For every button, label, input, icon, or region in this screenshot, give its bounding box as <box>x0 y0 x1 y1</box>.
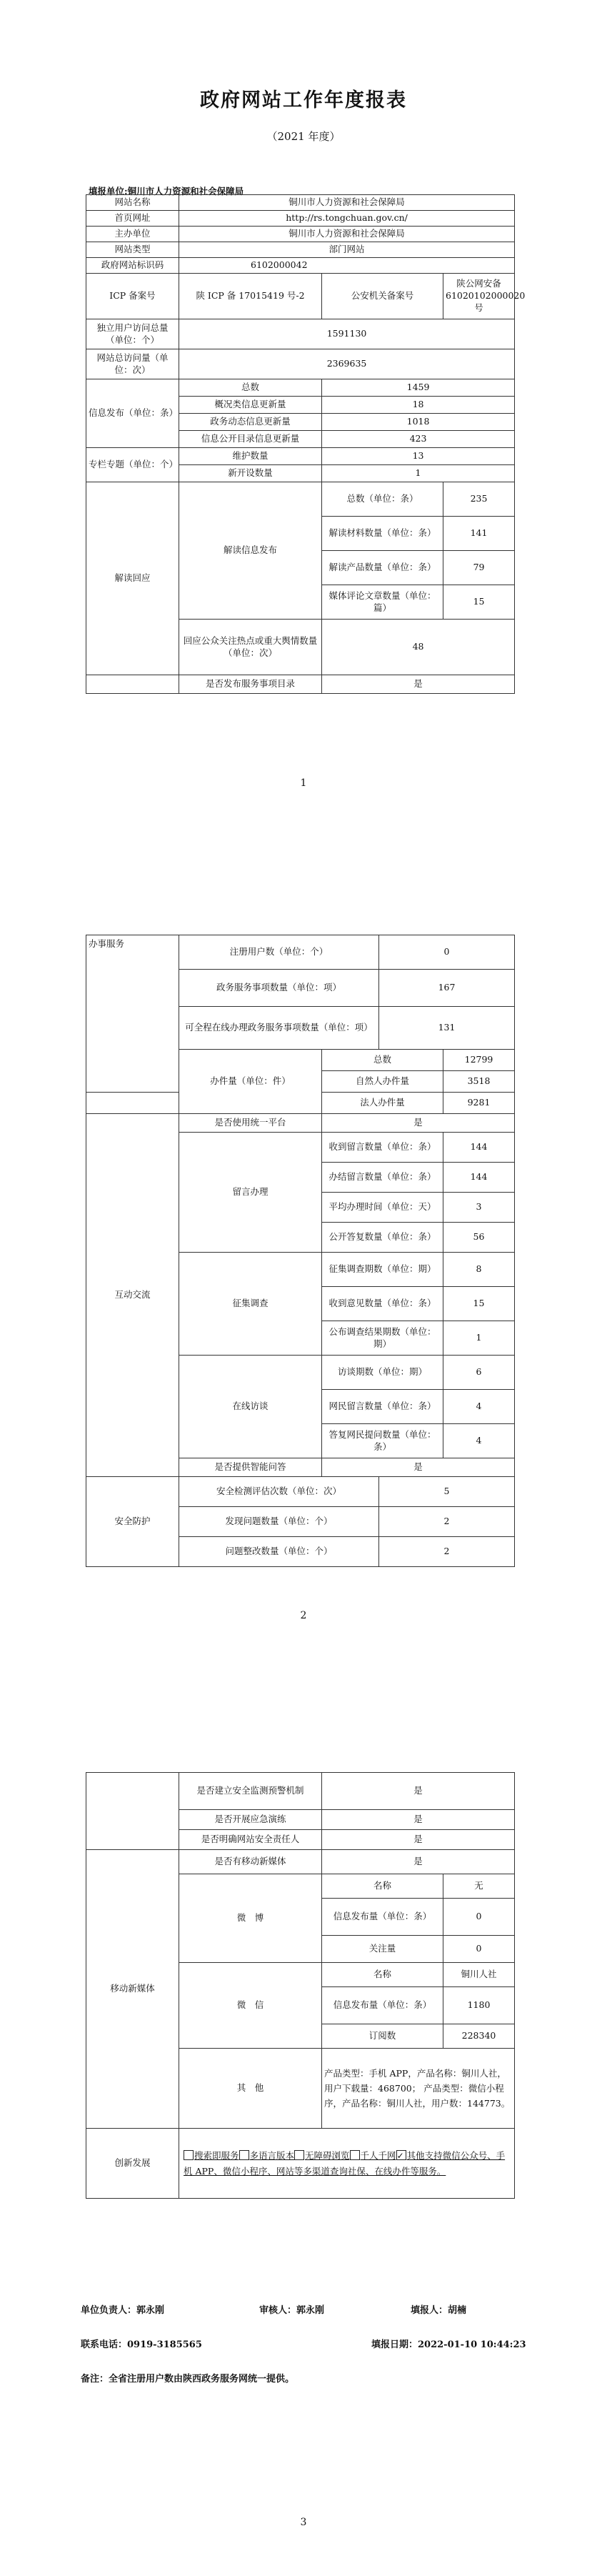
sponsor-label: 主办单位 <box>86 227 179 242</box>
wechat-row-value: 铜川人社 <box>443 1963 515 1987</box>
icp-number: 陕 ICP 备 17015419 号-2 <box>179 274 322 319</box>
security-row-label: 问题整改数量（单位：个） <box>179 1537 379 1567</box>
innovation-option: 多语言版本 <box>249 2150 295 2162</box>
security-cont-spacer <box>86 1773 179 1850</box>
talk-row-label: 访谈期数（单位：期） <box>322 1356 443 1390</box>
reg-value: 0 <box>379 935 515 970</box>
info-row-label: 政务动态信息更新量 <box>179 414 322 431</box>
topics-row-label: 新开设数量 <box>179 465 322 482</box>
reviewer: 审核人：郭永刚 <box>259 2305 325 2316</box>
report-table-page3 <box>86 1772 515 2199</box>
media-has-label: 是否有移动新媒体 <box>179 1850 322 1874</box>
visits-value: 2369635 <box>179 349 515 379</box>
info-row-value: 18 <box>322 397 515 414</box>
wechat-row-label: 名称 <box>322 1963 443 1987</box>
drill-value: 是 <box>322 1810 515 1830</box>
cases-row-value: 9281 <box>443 1093 515 1114</box>
survey-row-label: 征集调查期数（单位：期） <box>322 1253 443 1287</box>
owner-value: 是 <box>322 1830 515 1850</box>
media-has-value: 是 <box>322 1850 515 1874</box>
hot-label: 回应公众关注热点或重大舆情数量（单位：次） <box>179 620 322 675</box>
cases-row-label: 自然人办件量 <box>322 1071 443 1093</box>
visitors-value: 1591130 <box>179 319 515 349</box>
checkbox-icon[interactable] <box>184 2150 194 2160</box>
page-number: 2 <box>300 1610 307 1621</box>
survey-row-label: 收到意见数量（单位：条） <box>322 1287 443 1321</box>
wechat-label: 微 信 <box>179 1963 322 2049</box>
page-number: 3 <box>300 2517 307 2528</box>
weibo-row-label: 关注量 <box>322 1936 443 1963</box>
other-media-label: 其 他 <box>179 2049 322 2129</box>
footnote: 备注：全省注册用户数由陕西政务服务网统一提供。 <box>81 2374 295 2384</box>
info-row-label: 概况类信息更新量 <box>179 397 322 414</box>
page-title: 政府网站工作年度报表 <box>200 89 407 111</box>
icp-label: ICP 备案号 <box>86 274 179 319</box>
security-row-label: 安全检测评估次数（单位：次） <box>179 1477 379 1507</box>
msg-row-label: 平均办理时间（单位：天） <box>322 1193 443 1223</box>
weibo-row-value: 0 <box>443 1936 515 1963</box>
msg-row-value: 144 <box>443 1133 515 1163</box>
service-label: 办事服务 <box>86 935 179 1093</box>
msg-row-label: 公开答复数量（单位：条） <box>322 1223 443 1253</box>
interact-label: 互动交流 <box>86 1114 179 1477</box>
weibo-label: 微 博 <box>179 1874 322 1963</box>
wechat-row-value: 1180 <box>443 1987 515 2024</box>
page-number: 1 <box>300 777 307 789</box>
info-row-label: 总数 <box>179 379 322 397</box>
cases-row-label: 总数 <box>322 1050 443 1071</box>
guide-value: 是 <box>322 675 515 694</box>
checkbox-icon[interactable] <box>239 2150 249 2160</box>
qa-value: 是 <box>322 1458 515 1477</box>
site-name: 铜川市人力资源和社会保障局 <box>179 195 515 211</box>
homepage-link[interactable]: http://rs.tongchuan.gov.cn/ <box>179 211 515 227</box>
qa-label: 是否提供智能问答 <box>179 1458 322 1477</box>
talk-row-value: 6 <box>443 1356 515 1390</box>
cases-spacer <box>86 1093 179 1114</box>
info-row-label: 信息公开目录信息更新量 <box>179 431 322 448</box>
interp-row-value: 15 <box>443 585 515 620</box>
checkbox-icon[interactable] <box>294 2150 304 2160</box>
info-row-value: 1018 <box>322 414 515 431</box>
interp-row-label: 媒体评论文章数量（单位：篇） <box>322 585 443 620</box>
wechat-row-value: 228340 <box>443 2024 515 2049</box>
weibo-row-label: 名称 <box>322 1874 443 1899</box>
talk-row-value: 4 <box>443 1424 515 1458</box>
survey-row-label: 公布调查结果期数（单位：期） <box>322 1321 443 1356</box>
report-year: （2021 年度） <box>266 130 341 143</box>
interp-row-label: 解读材料数量（单位：条） <box>322 517 443 551</box>
fill-date: 填报日期：2022-01-10 10:44:23 <box>371 2339 526 2350</box>
interp-row-label: 总数（单位：条） <box>322 482 443 517</box>
cases-row-label: 法人办件量 <box>322 1093 443 1114</box>
police-number: 陕公网安备61020102000020 号 <box>443 274 515 319</box>
msg-row-value: 144 <box>443 1163 515 1193</box>
reg-label: 注册用户数（单位：个） <box>179 935 379 970</box>
checkbox-icon[interactable] <box>350 2150 360 2160</box>
topics-row-label: 维护数量 <box>179 448 322 465</box>
weibo-row-value: 无 <box>443 1874 515 1899</box>
wechat-row-label: 订阅数 <box>322 2024 443 2049</box>
talk-row-label: 网民留言数量（单位：条） <box>322 1390 443 1424</box>
platform-value: 是 <box>322 1114 515 1133</box>
site-name-label: 网站名称 <box>86 195 179 211</box>
interp-row-value: 141 <box>443 517 515 551</box>
security-row-value: 2 <box>379 1507 515 1537</box>
innovation-options <box>179 2129 515 2199</box>
interp-row-label: 解读产品数量（单位：条） <box>322 551 443 585</box>
drill-label: 是否开展应急演练 <box>179 1810 322 1830</box>
hot-value: 48 <box>322 620 515 675</box>
survey-label: 征集调查 <box>179 1253 322 1356</box>
online-label: 可全程在线办理政务服务事项数量（单位：项） <box>179 1007 379 1050</box>
cases-row-value: 3518 <box>443 1071 515 1093</box>
innovation-option: 其他 <box>406 2150 425 2162</box>
interp-row-value: 79 <box>443 551 515 585</box>
topics-row-value: 1 <box>322 465 515 482</box>
unit-leader: 单位负责人：郭永刚 <box>81 2305 165 2316</box>
owner-label: 是否明确网站安全责任人 <box>179 1830 322 1850</box>
weibo-row-value: 0 <box>443 1899 515 1936</box>
cases-row-value: 12799 <box>443 1050 515 1071</box>
security-label: 安全防护 <box>86 1477 179 1567</box>
msg-row-label: 收到留言数量（单位：条） <box>322 1133 443 1163</box>
survey-row-value: 15 <box>443 1287 515 1321</box>
filler-person: 填报人：胡楠 <box>411 2305 467 2316</box>
msg-row-value: 56 <box>443 1223 515 1253</box>
security-row-label: 发现问题数量（单位：个） <box>179 1507 379 1537</box>
interp-row-value: 235 <box>443 482 515 517</box>
platform-label: 是否使用统一平台 <box>179 1114 322 1133</box>
filler-unit: 填报单位:铜川市人力资源和社会保障局 <box>89 186 244 197</box>
online-value: 131 <box>379 1007 515 1050</box>
media-label: 移动新媒体 <box>86 1850 179 2129</box>
monitor-value: 是 <box>322 1773 515 1810</box>
security-row-value: 5 <box>379 1477 515 1507</box>
interp-label: 解读回应 <box>86 482 179 675</box>
items-value: 167 <box>379 970 515 1007</box>
homepage-label: 首页网址 <box>86 211 179 227</box>
msg-row-value: 3 <box>443 1193 515 1223</box>
site-code-label: 政府网站标识码 <box>86 258 179 274</box>
talk-label: 在线访谈 <box>179 1356 322 1458</box>
wechat-row-label: 信息发布量（单位：条） <box>322 1987 443 2024</box>
checkbox-checked-icon[interactable] <box>396 2150 406 2160</box>
topics-label: 专栏专题（单位：个） <box>86 448 179 482</box>
visits-label: 网站总访问量（单位：次） <box>86 349 179 379</box>
other-media-desc: 产品类型：手机 APP，产品名称：铜川人社，用户下载量：468700； 产品类型：微信小程序，产品名称：铜川人社，用户数：144773。 <box>322 2049 515 2129</box>
items-label: 政务服务事项数量（单位：项） <box>179 970 379 1007</box>
talk-row-value: 4 <box>443 1390 515 1424</box>
innovation-other-text: 支持微信公众号、手机 APP、微信小程序、网站等多渠道查询社保、在线办件等服务。 <box>184 2150 506 2177</box>
monitor-label: 是否建立安全监测预警机制 <box>179 1773 322 1810</box>
innovation-option: 搜索即服务 <box>194 2150 239 2162</box>
guide-spacer <box>86 675 179 694</box>
sponsor: 铜川市人力资源和社会保障局 <box>179 227 515 242</box>
innovation-option: 无障碍浏览 <box>305 2150 350 2162</box>
info-row-value: 1459 <box>322 379 515 397</box>
innovation-option: 千人千网 <box>360 2150 396 2162</box>
survey-row-value: 1 <box>443 1321 515 1356</box>
contact-phone: 联系电话：0919-3185565 <box>81 2339 202 2350</box>
msg-row-label: 办结留言数量（单位：条） <box>322 1163 443 1193</box>
security-row-value: 2 <box>379 1537 515 1567</box>
msg-label: 留言办理 <box>179 1133 322 1253</box>
site-code: 6102000042 <box>179 258 515 274</box>
innovation-label: 创新发展 <box>86 2129 179 2199</box>
site-type-label: 网站类型 <box>86 242 179 258</box>
interp-sub-label: 解读信息发布 <box>179 482 322 620</box>
guide-label: 是否发布服务事项目录 <box>179 675 322 694</box>
weibo-row-label: 信息发布量（单位：条） <box>322 1899 443 1936</box>
police-label: 公安机关备案号 <box>322 274 443 319</box>
info-label: 信息发布（单位：条） <box>86 379 179 448</box>
talk-row-label: 答复网民提问数量（单位：条） <box>322 1424 443 1458</box>
topics-row-value: 13 <box>322 448 515 465</box>
report-table-page1 <box>86 194 526 694</box>
survey-row-value: 8 <box>443 1253 515 1287</box>
report-table-page2 <box>86 935 515 1567</box>
visitors-label: 独立用户访问总量（单位：个） <box>86 319 179 349</box>
info-row-value: 423 <box>322 431 515 448</box>
cases-label: 办件量（单位：件） <box>179 1050 322 1114</box>
site-type: 部门网站 <box>179 242 515 258</box>
